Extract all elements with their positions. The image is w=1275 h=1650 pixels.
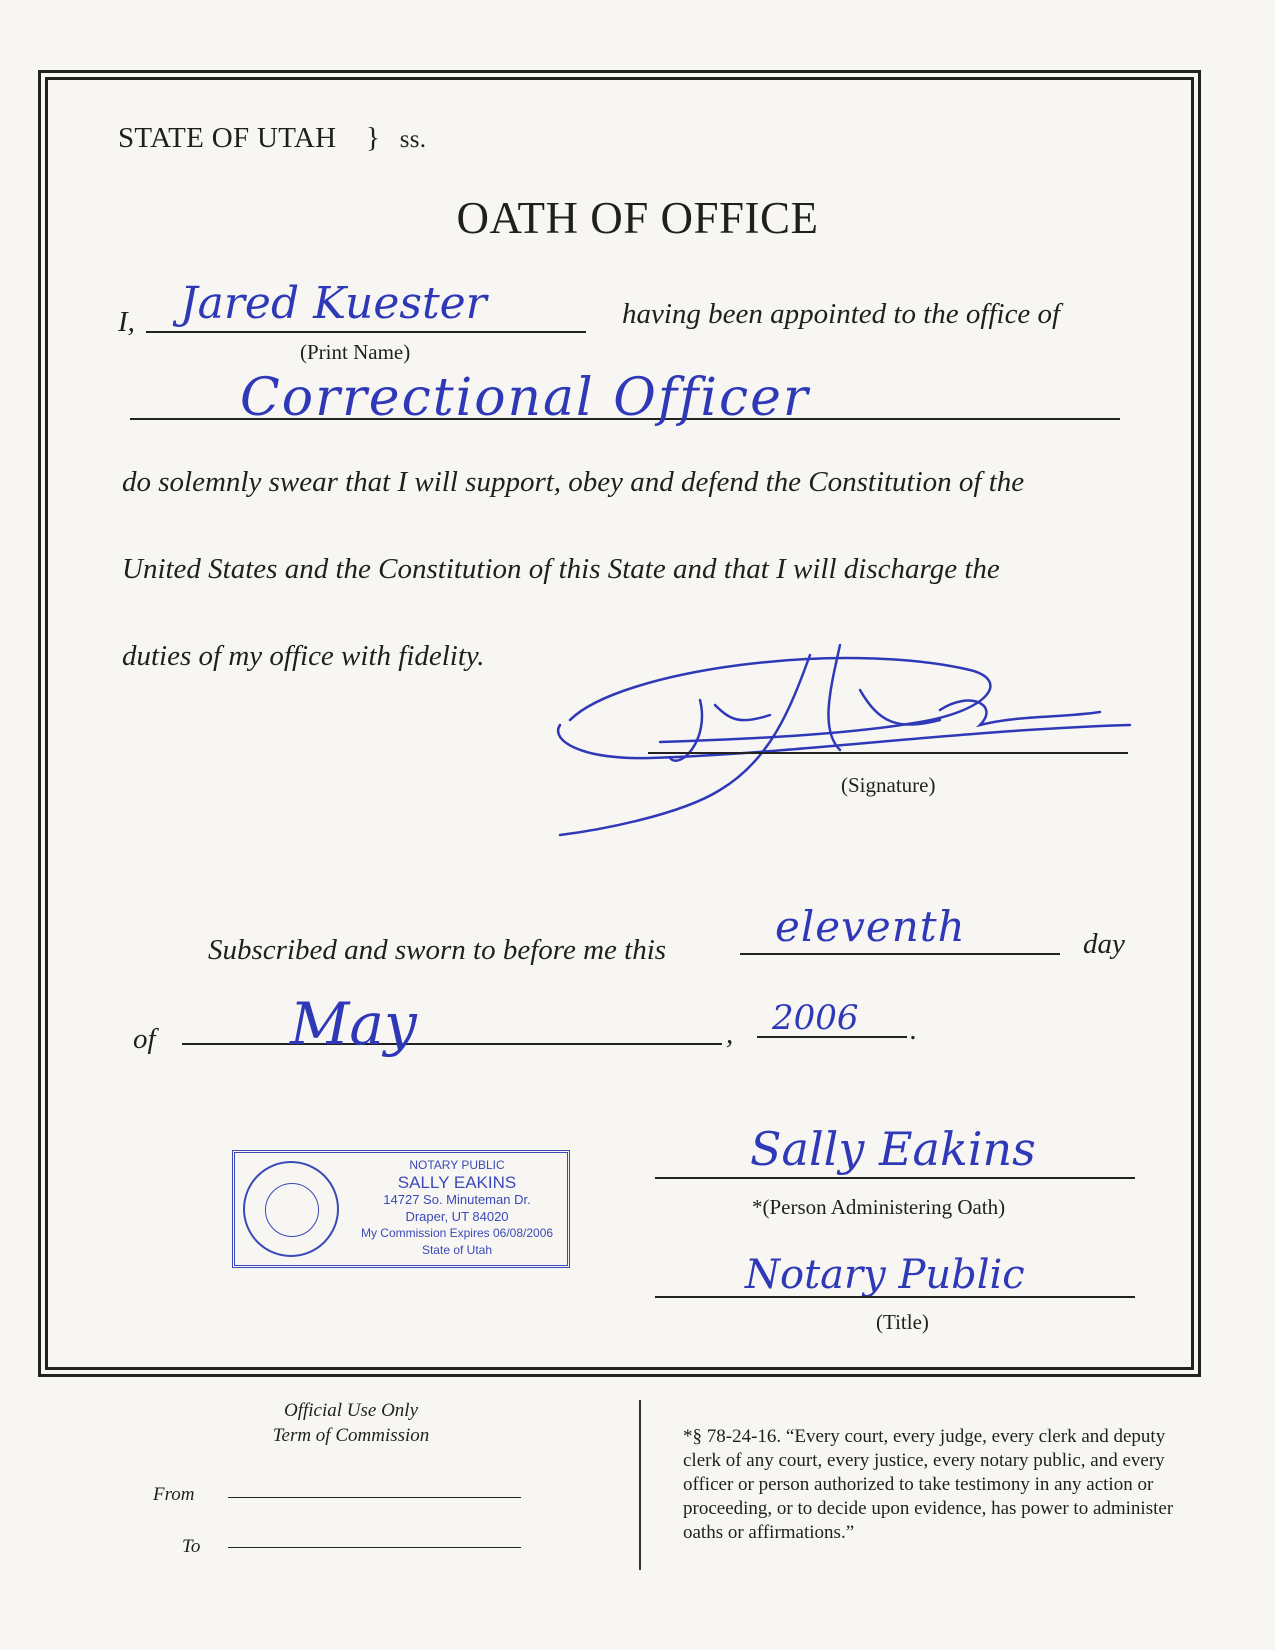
year-value: 2006 bbox=[772, 998, 859, 1038]
stamp-line-6: State of Utah bbox=[421, 1243, 493, 1257]
stamp-line-3: 14727 So. Minuteman Dr. bbox=[383, 1192, 531, 1207]
print-name-label: (Print Name) bbox=[300, 340, 411, 364]
day-value: eleventh bbox=[775, 902, 966, 951]
title-value: Notary Public bbox=[745, 1252, 1025, 1298]
oath-taker-signature bbox=[540, 630, 1140, 840]
month-value: May bbox=[290, 990, 417, 1058]
administrator-line bbox=[655, 1177, 1135, 1179]
state-name: STATE OF UTAH bbox=[118, 122, 337, 154]
ss-mark: ss. bbox=[399, 126, 427, 153]
notary-stamp bbox=[232, 1150, 570, 1268]
date-period: . bbox=[910, 1014, 918, 1046]
footer-divider bbox=[639, 1400, 641, 1570]
print-name-line bbox=[146, 331, 586, 333]
official-use-heading-1: Official Use Only bbox=[283, 1400, 419, 1421]
official-use-heading-2: Term of Commission bbox=[272, 1425, 430, 1446]
appointed-text: having been appointed to the office of bbox=[622, 298, 1061, 330]
of-word: of bbox=[133, 1023, 156, 1055]
sworn-prefix: Subscribed and sworn to before me this bbox=[208, 934, 667, 966]
date-comma: , bbox=[726, 1018, 734, 1050]
stamp-line-2: SALLY EAKINS bbox=[397, 1173, 517, 1192]
pronoun-i: I, bbox=[118, 306, 135, 338]
state-line bbox=[118, 122, 426, 155]
state-seal-icon bbox=[243, 1161, 339, 1257]
stamp-line-5: My Commission Expires 06/08/2006 bbox=[360, 1226, 554, 1240]
administrator-signature: Sally Eakins bbox=[750, 1122, 1036, 1176]
paragraph-line-3: duties of my office with fidelity. bbox=[122, 640, 485, 672]
office-value: Correctional Officer bbox=[240, 368, 810, 428]
title-label: (Title) bbox=[876, 1310, 929, 1334]
print-name-value: Jared Kuester bbox=[180, 278, 487, 329]
stamp-line-1: NOTARY PUBLIC bbox=[409, 1158, 505, 1172]
administrator-label: *(Person Administering Oath) bbox=[752, 1195, 1006, 1219]
brace: } bbox=[365, 122, 381, 154]
from-line bbox=[228, 1497, 521, 1498]
from-label: From bbox=[153, 1484, 195, 1505]
page-title: OATH OF OFFICE bbox=[456, 193, 819, 243]
title-line bbox=[655, 1296, 1135, 1298]
signature-label: (Signature) bbox=[841, 773, 936, 797]
paragraph-line-2: United States and the Constitution of this State and that I will discharge the bbox=[122, 553, 1000, 585]
statute-footnote: *§ 78-24-16. “Every court, every judge, every clerk and deputy clerk of any court, every justice, every notary public, and every officer or person authorized to take testimony in any action or proceeding, or to decide upon evidence, has power to administer oaths or affirmations.” bbox=[683, 1426, 1174, 1543]
day-word: day bbox=[1083, 928, 1125, 960]
paragraph-line-1: do solemnly swear that I will support, obey and defend the Constitution of the bbox=[122, 466, 1025, 498]
official-use-heading bbox=[246, 1398, 456, 1448]
day-line bbox=[740, 953, 1060, 955]
to-line bbox=[228, 1547, 521, 1548]
to-label: To bbox=[182, 1536, 201, 1557]
month-line bbox=[182, 1043, 722, 1045]
signature-line bbox=[648, 752, 1128, 754]
stamp-line-4: Draper, UT 84020 bbox=[405, 1209, 509, 1224]
